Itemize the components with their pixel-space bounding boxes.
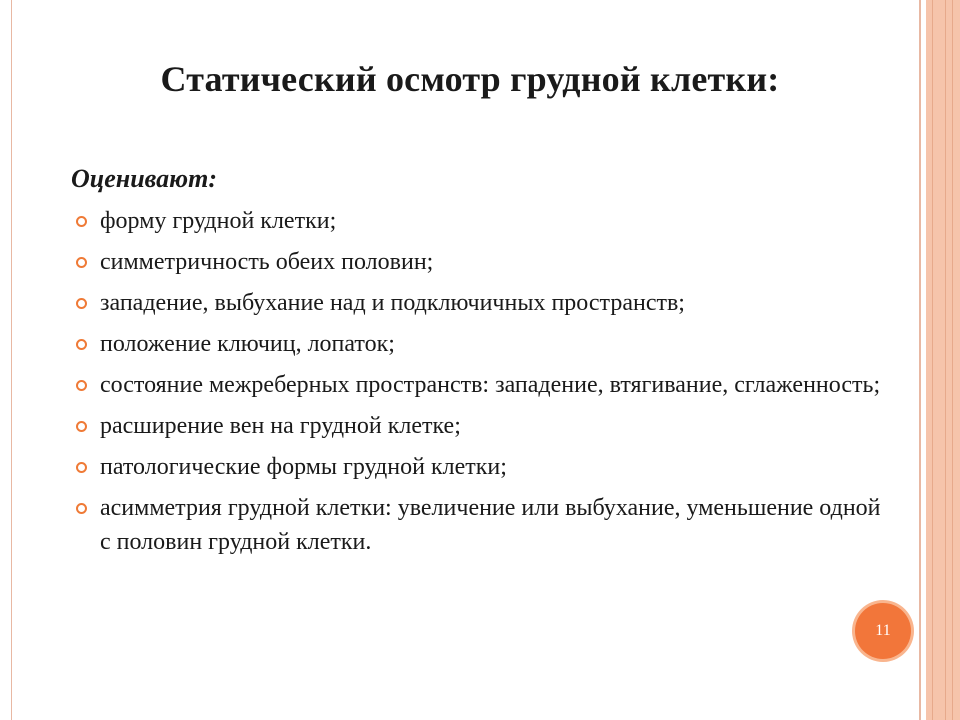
list-item-text: симметричность обеих половин; — [100, 249, 434, 275]
ring-bullet-icon — [76, 257, 87, 268]
list-item-text: асимметрия грудной клетки: увеличение или выбухание, уменьшение одной с половин грудной клетки. — [100, 495, 881, 555]
slide-title: Статический осмотр грудной клетки: — [160, 59, 780, 99]
slide-subtitle: Оценивают: — [71, 164, 217, 193]
list-item-text: патологические формы грудной клетки; — [100, 454, 507, 480]
ring-bullet-icon — [76, 462, 87, 473]
list-item-text: положение ключиц, лопаток; — [100, 331, 395, 357]
list-item — [74, 491, 894, 559]
ring-bullet-icon — [76, 298, 87, 309]
decorative-stripe-line — [952, 0, 953, 720]
list-item — [74, 327, 894, 361]
ring-bullet-icon — [76, 421, 87, 432]
list-item — [74, 245, 894, 279]
list-item — [74, 204, 894, 238]
slide-frame-right — [919, 0, 921, 720]
decorative-stripe-line — [945, 0, 946, 720]
list-item-text: западение, выбухание над и подключичных пространств; — [100, 290, 685, 316]
page-number-badge: 11 — [855, 603, 911, 659]
ring-bullet-icon — [76, 380, 87, 391]
list-item — [74, 368, 894, 402]
bullet-list — [74, 204, 894, 566]
list-item — [74, 450, 894, 484]
ring-bullet-icon — [76, 216, 87, 227]
list-item — [74, 409, 894, 443]
list-item — [74, 286, 894, 320]
ring-bullet-icon — [76, 339, 87, 350]
decorative-stripe-line — [932, 0, 933, 720]
list-item-text: состояние межреберных пространств: западение, втягивание, сглаженность; — [100, 372, 881, 398]
slide-frame-left — [11, 0, 12, 720]
list-item-text: форму грудной клетки; — [100, 208, 337, 234]
ring-bullet-icon — [76, 503, 87, 514]
list-item-text: расширение вен на грудной клетке; — [100, 413, 461, 439]
